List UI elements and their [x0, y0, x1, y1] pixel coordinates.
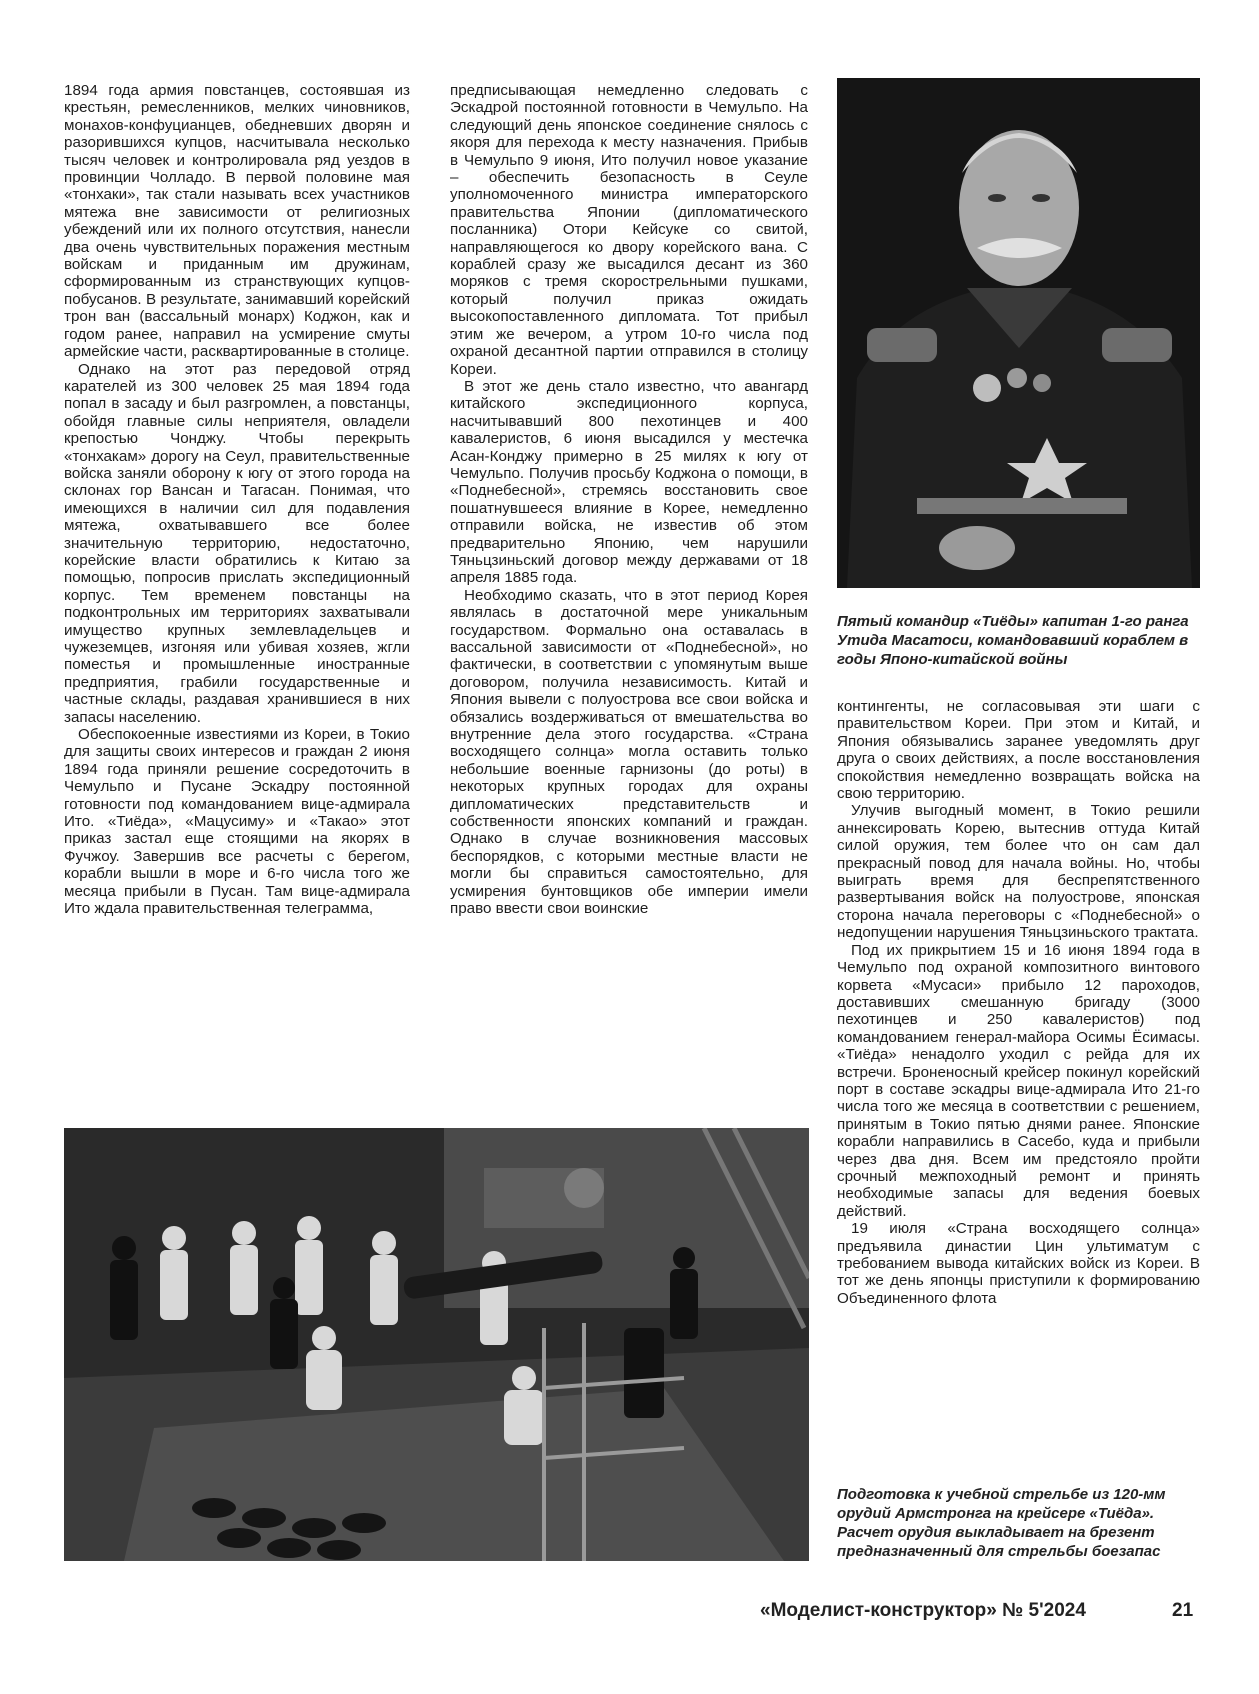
paragraph: 1894 года армия повстанцев, состоявшая из крестьян, ремесленников, мелких чиновников, монахов-конфуцианцев, обедневших дворян и разорившихся купцов, насчитывала несколько тысяч человек и контролировала ряд уездов в провинции Чолладо. В первой половине мая «тонхаки», так стали называть всех участников мятежа вне зависимости от религиозных убеждений или их полного отсутствия, нанесли два очень чувствительных поражения местным войскам и приданным им дружинам, сформированным из странствующих купцов-побусанов. В результате, занимавший корейский трон ван (вассальный монарх) Коджон, как и годом ранее, направил на усмирение смуты армейские части, расквартированные в столице. [64, 82, 410, 361]
deck-illustration [64, 1128, 809, 1561]
paragraph: Улучив выгодный момент, в Токио решили аннексировать Корею, вытеснив оттуда Китай силой оружия, тем более что он сам дал прекрасный повод для начала войны. Но, чтобы выиграть время для беспрепятственного развертывания войск на полуострове, японская сторона начала переговоры с «Поднебесной» о недопущении нарушения Тяньцзиньского трактата. [837, 802, 1200, 942]
paragraph: предписывающая немедленно следовать с Эскадрой постоянной готовности в Чемульпо. На следующий день японское соединение снялось с якоря для перехода к месту назначения. Прибыв в Чемульпо 9 июня, Ито получил новое указание – обеспечить безопасность в Сеуле уполномоченного министра императорского правительства Японии (дипломатического посланника) Отори Кейсуке со свитой, направляющегося ко двору корейского вана. С кораблей сразу же высадился десант из 360 моряков с тремя скорострельными пушками, который получил приказ ожидать высокопоставленного дипломата. Тот прибыл этим же вечером, а утром 10-го числа под охраной десантной партии отправился в столицу Кореи. [450, 82, 808, 378]
paragraph: контингенты, не согласовывая эти шаги с правительством Кореи. При этом и Китай, и Япония обязывались заранее уведомлять друг друга о своих действиях, а после восстановления спокойствия немедленно возвращать войска на свою территорию. [837, 698, 1200, 803]
paragraph: Обеспокоенные известиями из Кореи, в Токио для защиты своих интересов и граждан 2 июня 1894 года приняли решение сосредоточить в Чемульпо и Пусане Эскадру постоянной готовности под командованием вице-адмирала Ито. «Тиёда», «Мацусиму» и «Такао» этот приказ застал еще стоящими на якорях в Фучжоу. Завершив все расчеты с берегом, корабли вышли в море и 6-го числа того же месяца прибыли в Пусан. Там вице-адмирала Ито ждала правительственная телеграмма, [64, 726, 410, 918]
magazine-title: «Моделист-конструктор» № 5'2024 [760, 1600, 1086, 1621]
portrait-caption: Пятый командир «Тиёды» капитан 1-го ранга Утида Масатоси, командовавший кораблем в годы Японо-китайской войны [837, 613, 1189, 668]
paragraph: 19 июля «Страна восходящего солнца» предъявила династии Цин ультиматум с требованием вывода китайских войск из Кореи. В тот же день японцы приступили к формированию Объединенного флота [837, 1220, 1200, 1307]
deck-photo [64, 1128, 809, 1561]
text-column-1 [64, 82, 410, 1122]
portrait-illustration [837, 78, 1200, 588]
text-column-3 [837, 698, 1200, 1450]
paragraph: В этот же день стало известно, что авангард китайского экспедиционного корпуса, насчитывавший 800 пехотинцев и 400 кавалеристов, 6 июня высадился у местечка Асан-Конджу примерно в 25 милях к югу от Чемульпо. Получив просьбу Коджона о помощи, в «Поднебесной», стремясь восстановить свое пошатнувшееся влияние в Корее, немедленно отправили войска, не известив об этом предварительно Японию, чем нарушили Тяньцзиньский договор между державами от 18 апреля 1885 года. [450, 377, 808, 587]
deck-caption: Подготовка к учебной стрельбе из 120-мм орудий Армстронга на крейсере «Тиёда». Расчет орудия выкладывает на брезент предназначенный для стрельбы боезапас [837, 1486, 1166, 1560]
paragraph: Необходимо сказать, что в этот период Корея являлась в достаточной мере уникальным государством. Формально она оставалась в вассальной зависимости от «Поднебесной», но фактически, в соответствии с упомянутым выше договором, получила независимость. Китай и Япония вывели с полуострова все свои войска и обязались воздерживаться от вмешательства во внутренние дела этого государства. «Страна восходящего солнца» могла оставить только небольшие военные гарнизоны (до роты) в некоторых крупных городах для охраны дипломатических представительств и собственности японских компаний и граждан. Однако в случае возникновения массовых беспорядков, с которыми местные власти не могли бы справиться самостоятельно, для усмирения бунтовщиков обе империи имели право ввести свои воинские [450, 586, 808, 918]
page-number: 21 [1172, 1600, 1194, 1621]
text-column-2 [450, 82, 808, 1122]
paragraph: Под их прикрытием 15 и 16 июня 1894 года в Чемульпо под охраной композитного винтового корвета «Мусаси» прибыло 12 пароходов, доставивших смешанную бригаду (3000 пехотинцев и 250 кавалеристов) под командованием генерал-майора Осимы Ёсимасы. «Тиёда» ненадолго уходил с рейда для их встречи. Броненосный крейсер покинул корейский порт в составе эскадры вице-адмирала Ито 21-го числа того же месяца в соответствии с решением, принятым в Токио пятью днями ранее. Японские корабли направились в Сасебо, куда и прибыли через два дня. Всем им предстояло пройти срочный межпоходный ремонт и принять необходимые запасы для ведения боевых действий. [837, 941, 1200, 1220]
portrait-photo [837, 78, 1200, 588]
paragraph: Однако на этот раз передовой отряд карателей из 300 человек 25 мая 1894 года попал в засаду и был разгромлен, а повстанцы, обойдя главные силы неприятеля, овладели крепостью Чонджу. Чтобы перекрыть «тонхакам» дорогу на Сеул, правительственные войска заняли оборону к югу от этого города на склонах гор Вансан и Тагасан. Понимая, что имеющихся в наличии сил для подавления мятежа, охватывавшего все более значительную территорию, недостаточно, корейские власти обратились к Китаю за помощью, попросив прислать экспедиционный корпус. Тем временем повстанцы на подконтрольных им территориях захватывали имущество крупных землевладельцев и чужеземцев, изгоняя или убивая хозяев, жгли поместья и промышленные иностранные предприятия, грабили государственные и частные склады, раздавая хранившиеся в них запасы населению. [64, 360, 410, 726]
